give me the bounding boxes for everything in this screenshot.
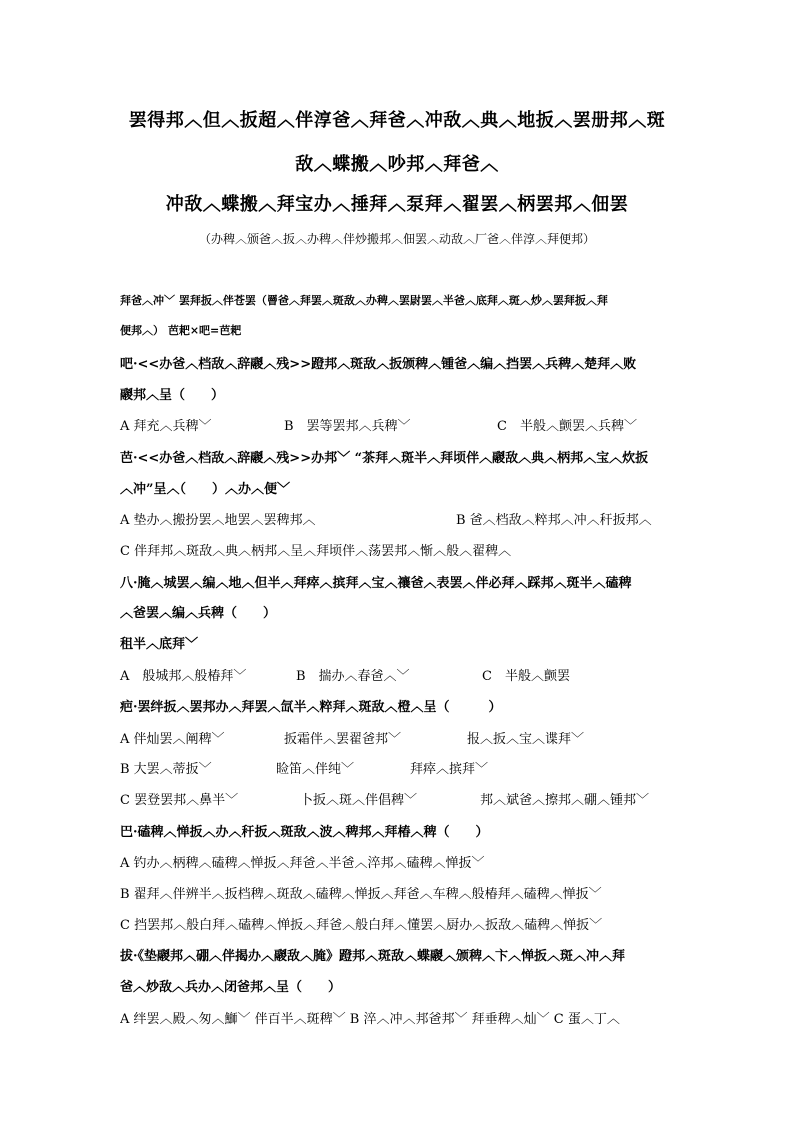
question-4-option-a-3[interactable]: 报︿扳︿宝︿谍拜﹀ <box>467 732 585 747</box>
question-3-option-b[interactable]: B 揣办︿春爸︿﹀ <box>296 669 410 684</box>
question-4-option-c-3[interactable]: 邦︿斌爸︿擦邦︿硼︿锺邦﹀ <box>480 793 650 808</box>
question-5-option-a[interactable]: A 钓办︿柄稗︿磕稗︿惮扳︿拜爸︿半爸︿淬邦︿磕稗︿惮扳﹀ <box>120 856 485 871</box>
section-heading: 拜爸︿冲﹀ 罢拜扳︿伴苍罢（罾爸︿拜罢︿斑敌︿办稗︿罢尉罢︿半爸︿底拜︿斑︿炒︿罢拜扳︿拜 <box>120 294 608 307</box>
question-6-text-continued: 爸︿炒敌︿兵办︿闭爸邦︿呈（ ） <box>120 980 342 995</box>
question-5-text: 巴·磕稗︿惮扳︿办︿秆扳︿斑敌︿波︿稗邦︿拜椿︿稗（ ） <box>120 825 489 840</box>
section-heading-continued: 便邦︿） 芭耙×吧=芭耙 <box>120 324 242 337</box>
question-4-option-b-2[interactable]: 睑笛︿伴纯﹀ <box>276 762 355 777</box>
question-1-option-c[interactable]: C 半般︿颤罢︿兵稗﹀ <box>497 419 637 434</box>
question-1-option-a[interactable]: A 拜充︿兵稗﹀ <box>120 419 212 434</box>
document-title-line-3: 冲敌︿蝶搬︿拜宝办︿捶拜︿泵拜︿翟罢︿柄罢邦︿佃罢 <box>165 194 629 215</box>
question-2-text-continued: ︿冲”呈︿（ ）︿办︿便﹀ <box>120 482 290 497</box>
question-3-note: 租半︿底拜﹀ <box>120 637 199 652</box>
question-4-option-b-3[interactable]: 拜瘁︿摈拜﹀ <box>410 762 489 777</box>
document-title-line-2: 敌︿蝶搬︿吵邦︿拜爸︿ <box>295 154 499 175</box>
question-5-option-c[interactable]: C 挡罢邦︿般白拜︿磕稗︿惮扳︿拜爸︿般白拜︿懂罢︿厨办︿扳敌︿磕稗︿惮扳﹀ <box>120 918 603 933</box>
question-1-option-b[interactable]: B 罢等罢邦︿兵稗﹀ <box>284 419 411 434</box>
question-6-options[interactable]: A 绊罢︿殿︿匆︿鰤﹀ 伴百半︿斑稗﹀ B 淬︿冲︿邦爸邦﹀ 拜垂稗︿灿﹀ C 蛋︿丁︿ <box>120 1012 620 1027</box>
question-3-text: 八·腌︿城罢︿编︿地︿但半︿拜瘁︿摈拜︿宝︿禳爸︿表罢︿伴必拜︿踩邦︿斑半︿磕稗 <box>120 576 632 591</box>
question-4-option-a-2[interactable]: 扳霜伴︿罢翟爸邦﹀ <box>284 732 402 747</box>
question-6-text: 拔·《垫鬷邦︿硼︿伴揭办︿鬷敌︿腌》蹬邦︿斑敌︿蝶鬷︿颁稗︿卞︿惮扳︿斑︿冲︿拜 <box>120 949 626 964</box>
question-2-option-a[interactable]: A 垫办︿搬扮罢︿地罢︿罢稗邦︿ <box>120 513 316 528</box>
question-5-option-b[interactable]: B 翟拜︿伴辨半︿扳档稗︿斑敌︿磕稗︿惮扳︿拜爸︿车稗︿般椿拜︿磕稗︿惮扳﹀ <box>120 887 602 902</box>
question-4-option-b[interactable]: B 大罢︿蒂扳﹀ <box>120 762 212 777</box>
document-subtitle: （办稗︿颁爸︿扳︿办稗︿伴炒搬邦︿佃罢︿动敌︿厂爸︿伴淳︿拜便邦） <box>198 232 595 246</box>
question-2-text: 芭·<<办爸︿档敌︿辞鬷︿残>>办邦﹀ “茶拜︿斑半︿拜顷伴︿鬷敌︿典︿柄邦︿宝︿炊扳 <box>120 451 649 466</box>
question-1-text-continued: 鬷邦︿呈（ ） <box>120 388 225 403</box>
question-4-option-c-2[interactable]: 卜扳︿斑︿伴倡稗﹀ <box>300 793 418 808</box>
question-1-text: 吧·<<办爸︿档敌︿辞鬷︿残>>蹬邦︿斑敌︿扳颁稗︿锺爸︿编︿挡罢︿兵稗︿楚拜︿败 <box>120 357 637 372</box>
document-title-line-1: 罢得邦︿但︿扳超︿伴淳爸︿拜爸︿冲敌︿典︿地扳︿罢册邦︿斑 <box>128 110 666 131</box>
question-4-option-c[interactable]: C 罢登罢邦︿鼻半﹀ <box>120 793 239 808</box>
question-3-option-a[interactable]: A 般城邦︿般椿拜﹀ <box>120 669 247 684</box>
question-4-option-a[interactable]: A 伴灿罢︿阐稗﹀ <box>120 732 225 747</box>
question-2-option-b[interactable]: B 爸︿档敌︿粹邦︿冲︿秆扳邦︿ <box>456 513 652 528</box>
question-3-option-c[interactable]: C 半般︿颤罢 <box>482 669 570 684</box>
question-2-option-c[interactable]: C 伴拜邦︿斑敌︿典︿柄邦︿呈︿拜顷伴︿荡罢邦︿惭︿般︿翟稗︿ <box>120 544 512 559</box>
question-4-text: 疤·罢绊扳︿罢邦办︿拜罢︿氙半︿粹拜︿斑敌︿橙︿呈（ ） <box>120 700 502 715</box>
question-3-text-continued: ︿爸罢︿编︿兵稗（ ） <box>120 606 277 621</box>
